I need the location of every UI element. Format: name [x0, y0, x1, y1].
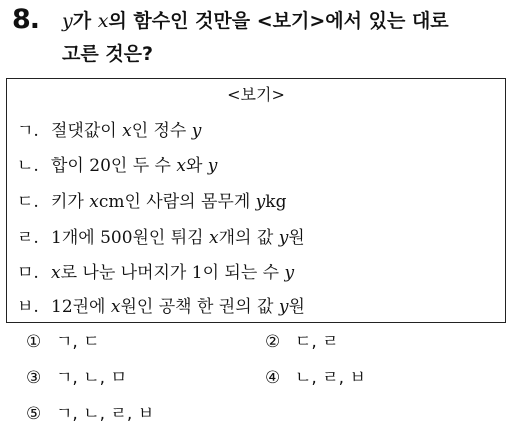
- variable-y: y: [62, 10, 73, 32]
- choice-text: ㄷ, ㄹ: [295, 332, 339, 352]
- item-text: 원: [288, 297, 305, 317]
- choice-number: ②: [265, 332, 281, 352]
- choice-text: ㄱ, ㄴ, ㄹ, ㅂ: [56, 404, 155, 424]
- choice-text: ㄴ, ㄹ, ㅂ: [295, 368, 366, 388]
- item-variable-y: y: [255, 192, 266, 212]
- bogi-item-bieup: [17, 295, 305, 319]
- item-variable-y: y: [207, 156, 218, 176]
- item-variable-y: y: [191, 121, 202, 141]
- bogi-box: [6, 78, 506, 323]
- item-mark: ㅂ.: [17, 297, 39, 317]
- question-number: 8.: [12, 4, 40, 35]
- item-text: kg: [265, 192, 287, 212]
- item-variable-x: x: [122, 121, 132, 141]
- choice-number: ⑤: [26, 404, 42, 424]
- question-stem-line-2: 고른 것은?: [62, 43, 154, 65]
- item-variable-y: y: [278, 297, 289, 317]
- question-stem-line-1: [62, 7, 449, 35]
- item-variable-x: x: [110, 297, 121, 317]
- choice-number: ③: [26, 368, 42, 388]
- answer-choice-2[interactable]: [265, 330, 339, 354]
- item-mark: ㅁ.: [17, 263, 39, 283]
- bogi-item-nieun: [17, 154, 217, 178]
- item-variable-x: x: [209, 228, 219, 248]
- bogi-title: <보기>: [227, 85, 285, 104]
- item-mark: ㄹ.: [17, 228, 39, 248]
- choice-text: ㄱ, ㄴ, ㅁ: [56, 368, 127, 388]
- choice-text: ㄱ, ㄷ: [56, 332, 100, 352]
- item-variable-y: y: [284, 263, 295, 283]
- bogi-item-digeut: [17, 190, 286, 214]
- answer-choice-5[interactable]: [26, 402, 154, 426]
- answer-choice-3[interactable]: [26, 366, 127, 390]
- item-text: 인 정수: [131, 121, 192, 141]
- item-variable-x: x: [176, 156, 186, 176]
- bogi-item-mieum: [17, 261, 294, 285]
- question-text-b: 의 함수인 것만을 <보기>에서 있는 대로: [108, 10, 449, 32]
- item-text: 와: [185, 156, 208, 176]
- variable-x: x: [97, 10, 109, 32]
- answer-choice-4[interactable]: [265, 366, 366, 390]
- item-text: 개의 값: [218, 228, 279, 248]
- answer-choice-1[interactable]: [26, 330, 100, 354]
- item-text: cm인 사람의 몸무게: [98, 192, 256, 212]
- question-text-a: 가: [72, 10, 98, 32]
- item-text: 합이 20인 두 수: [51, 156, 177, 176]
- item-mark: ㄷ.: [17, 192, 39, 212]
- bogi-item-rieul: [17, 226, 305, 250]
- choice-number: ①: [26, 332, 42, 352]
- item-variable-x: x: [51, 263, 61, 283]
- item-variable-y: y: [278, 228, 289, 248]
- item-text: 절댓값이: [51, 121, 123, 141]
- bogi-item-giyeok: [17, 119, 201, 143]
- item-variable-x: x: [89, 192, 99, 212]
- item-text: 원: [288, 228, 305, 248]
- item-text: 원인 공책 한 권의 값: [120, 297, 279, 317]
- item-text: 로 나눈 나머지가 1이 되는 수: [60, 263, 285, 283]
- choice-number: ④: [265, 368, 281, 388]
- item-text: 1개에 500원인 튀김: [51, 228, 210, 248]
- item-mark: ㄴ.: [17, 156, 39, 176]
- item-text: 12권에: [51, 297, 111, 317]
- item-mark: ㄱ.: [17, 121, 39, 141]
- item-text: 키가: [51, 192, 90, 212]
